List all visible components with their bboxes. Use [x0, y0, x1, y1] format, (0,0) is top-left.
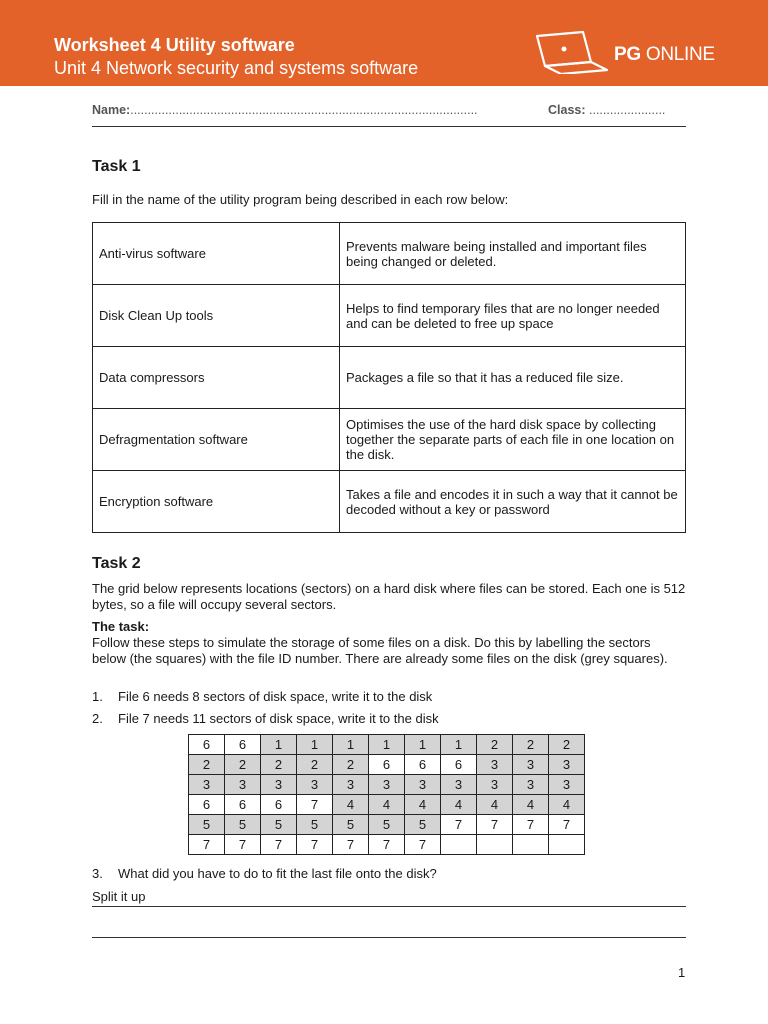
question-list: [92, 866, 437, 888]
grid-row: [189, 755, 585, 775]
task1-heading: Task 1: [92, 158, 141, 175]
disk-sector-cell[interactable]: 6: [369, 755, 405, 775]
disk-sector-cell[interactable]: 4: [549, 795, 585, 815]
disk-sector-cell[interactable]: 3: [297, 775, 333, 795]
disk-sector-cell[interactable]: 7: [225, 835, 261, 855]
disk-sector-cell[interactable]: 4: [477, 795, 513, 815]
grid-row: [189, 815, 585, 835]
class-field[interactable]: ......................: [585, 103, 666, 117]
disk-sector-cell[interactable]: 1: [333, 735, 369, 755]
disk-sector-cell[interactable]: 7: [513, 815, 549, 835]
grid-row: [189, 735, 585, 755]
grid-row: [189, 775, 585, 795]
disk-sector-cell[interactable]: 5: [369, 815, 405, 835]
utility-table: [92, 222, 686, 533]
disk-sector-cell[interactable]: 3: [405, 775, 441, 795]
disk-sector-cell[interactable]: 2: [333, 755, 369, 775]
utility-description-cell: Helps to find temporary files that are no longer needed and can be deleted to free up space: [340, 285, 686, 347]
name-label: Name:: [92, 103, 131, 117]
disk-sector-cell[interactable]: 7: [441, 815, 477, 835]
disk-sector-grid: [188, 734, 585, 855]
disk-sector-cell[interactable]: 7: [369, 835, 405, 855]
disk-sector-cell[interactable]: 7: [405, 835, 441, 855]
disk-sector-cell[interactable]: 7: [297, 795, 333, 815]
disk-sector-cell[interactable]: 3: [189, 775, 225, 795]
disk-sector-cell[interactable]: 3: [369, 775, 405, 795]
pg-online-logo: PG ONLINE: [614, 44, 715, 65]
list-item: 1. File 6 needs 8 sectors of disk space, write it to the disk: [92, 689, 433, 704]
laptop-logo-icon: [533, 30, 609, 74]
disk-sector-cell[interactable]: 4: [369, 795, 405, 815]
disk-sector-cell[interactable]: 6: [225, 735, 261, 755]
disk-sector-cell[interactable]: 6: [405, 755, 441, 775]
disk-sector-cell[interactable]: 7: [261, 835, 297, 855]
disk-sector-cell[interactable]: 2: [261, 755, 297, 775]
disk-sector-cell[interactable]: 7: [297, 835, 333, 855]
disk-sector-cell[interactable]: 1: [369, 735, 405, 755]
task2-text: Follow these steps to simulate the storage of some files on a disk. Do this by labelling the sectors below (the squares) with the file ID number. There are already some files on the disk (grey squares).: [92, 635, 668, 666]
disk-sector-cell[interactable]: 2: [549, 735, 585, 755]
disk-sector-cell[interactable]: 1: [297, 735, 333, 755]
disk-sector-cell[interactable]: 3: [513, 755, 549, 775]
disk-sector-cell[interactable]: 4: [405, 795, 441, 815]
disk-sector-cell[interactable]: 4: [333, 795, 369, 815]
disk-sector-cell[interactable]: 4: [513, 795, 549, 815]
disk-sector-cell[interactable]: 3: [513, 775, 549, 795]
disk-sector-cell[interactable]: [513, 835, 549, 855]
disk-sector-cell[interactable]: 6: [261, 795, 297, 815]
disk-sector-cell[interactable]: 2: [189, 755, 225, 775]
disk-sector-cell[interactable]: 2: [297, 755, 333, 775]
disk-sector-cell[interactable]: 3: [549, 775, 585, 795]
disk-sector-cell[interactable]: 6: [189, 735, 225, 755]
table-row: [93, 347, 686, 409]
task2-heading: Task 2: [92, 555, 141, 572]
disk-sector-cell[interactable]: 3: [441, 775, 477, 795]
disk-sector-cell[interactable]: [477, 835, 513, 855]
utility-description-cell: Optimises the use of the hard disk space by collecting together the separate parts of each file in one location on the disk.: [340, 409, 686, 471]
disk-sector-cell[interactable]: 2: [477, 735, 513, 755]
disk-sector-cell[interactable]: 1: [441, 735, 477, 755]
disk-sector-cell[interactable]: [441, 835, 477, 855]
disk-sector-cell[interactable]: 6: [441, 755, 477, 775]
name-divider: [92, 126, 686, 127]
utility-description-cell: Takes a file and encodes it in such a way that it cannot be decoded without a key or password: [340, 471, 686, 533]
task-label: The task:: [92, 619, 150, 634]
disk-sector-cell[interactable]: 3: [477, 755, 513, 775]
disk-sector-cell[interactable]: 1: [405, 735, 441, 755]
disk-sector-cell[interactable]: 2: [225, 755, 261, 775]
utility-description-cell: Packages a file so that it has a reduced file size.: [340, 347, 686, 409]
disk-sector-cell[interactable]: 3: [261, 775, 297, 795]
disk-sector-cell[interactable]: 5: [405, 815, 441, 835]
disk-sector-cell[interactable]: 7: [189, 835, 225, 855]
disk-sector-cell[interactable]: 4: [441, 795, 477, 815]
disk-sector-cell[interactable]: 3: [225, 775, 261, 795]
disk-sector-cell[interactable]: 3: [333, 775, 369, 795]
disk-sector-cell[interactable]: 3: [477, 775, 513, 795]
name-field[interactable]: ....................................................................................................: [130, 103, 478, 117]
utility-name-cell[interactable]: Encryption software: [93, 471, 340, 533]
answer-text[interactable]: Split it up: [92, 889, 146, 904]
task1-instruction: Fill in the name of the utility program being described in each row below:: [92, 192, 509, 207]
disk-sector-cell[interactable]: 5: [297, 815, 333, 835]
utility-name-cell[interactable]: Data compressors: [93, 347, 340, 409]
disk-sector-cell[interactable]: 7: [477, 815, 513, 835]
disk-sector-cell[interactable]: 6: [189, 795, 225, 815]
disk-sector-cell[interactable]: 3: [549, 755, 585, 775]
disk-sector-cell[interactable]: 1: [261, 735, 297, 755]
disk-sector-cell[interactable]: 5: [189, 815, 225, 835]
disk-sector-cell[interactable]: 6: [225, 795, 261, 815]
grid-row: [189, 795, 585, 815]
disk-sector-cell[interactable]: 5: [333, 815, 369, 835]
class-label: Class:: [548, 103, 586, 117]
table-row: [93, 285, 686, 347]
table-row: [93, 409, 686, 471]
answer-line-1: [92, 906, 686, 907]
page-header: [0, 0, 768, 86]
utility-description-cell: Prevents malware being installed and important files being changed or deleted.: [340, 223, 686, 285]
steps-list: [92, 689, 439, 733]
unit-subtitle: Unit 4 Network security and systems software: [54, 58, 419, 78]
list-item: 3. What did you have to do to fit the last file onto the disk?: [92, 866, 437, 881]
disk-sector-cell[interactable]: [549, 835, 585, 855]
utility-name-cell[interactable]: Disk Clean Up tools: [93, 285, 340, 347]
table-row: [93, 223, 686, 285]
utility-name-cell[interactable]: Defragmentation software: [93, 409, 340, 471]
task2-intro: The grid below represents locations (sectors) on a hard disk where files can be stored. Each one is 512 bytes, so a file will occupy several sectors.: [92, 581, 686, 612]
grid-row: [189, 835, 585, 855]
worksheet-title: Worksheet 4 Utility software: [54, 35, 295, 55]
name-class-line: [92, 103, 686, 117]
disk-sector-cell[interactable]: 7: [333, 835, 369, 855]
disk-sector-cell[interactable]: 5: [261, 815, 297, 835]
disk-sector-cell[interactable]: 2: [513, 735, 549, 755]
utility-name-cell[interactable]: Anti-virus software: [93, 223, 340, 285]
list-item: 2. File 7 needs 11 sectors of disk space, write it to the disk: [92, 711, 439, 726]
answer-line-2: [92, 937, 686, 938]
disk-sector-cell[interactable]: 7: [549, 815, 585, 835]
disk-sector-cell[interactable]: 5: [225, 815, 261, 835]
table-row: [93, 471, 686, 533]
page-number: 1: [678, 965, 686, 980]
